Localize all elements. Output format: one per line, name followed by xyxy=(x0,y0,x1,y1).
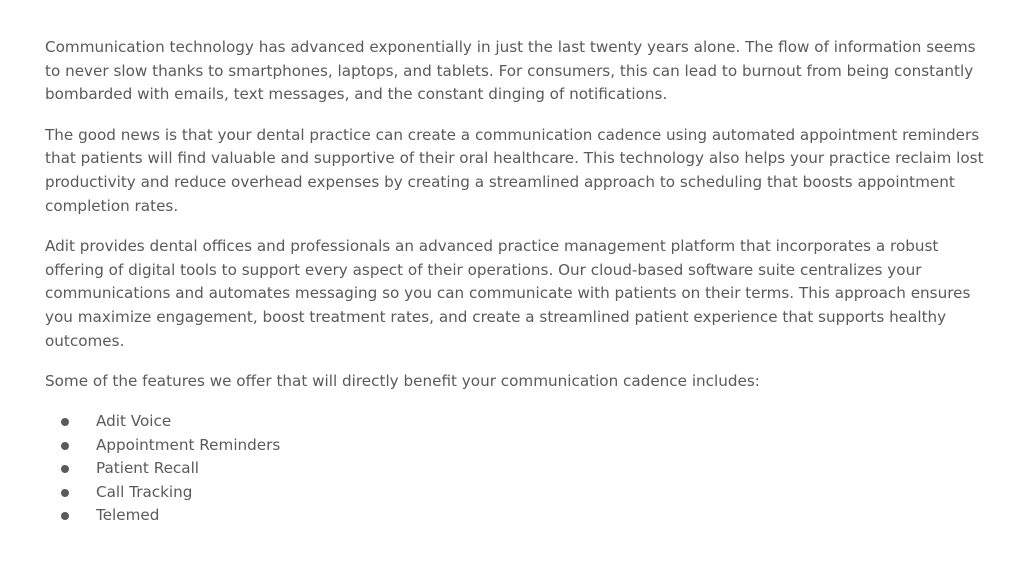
bullet-icon xyxy=(61,512,69,520)
paragraph-intro: Communication technology has advanced exponentially in just the last twenty years alone. The flow of information seems to never slow thanks to smartphones, laptops, and tablets. For consumers, this can lead to burnout from being constantly bombarded with emails, text messages, and the constant dinging of notifications. xyxy=(45,38,976,104)
feature-label: Adit Voice xyxy=(96,412,172,431)
bullet-icon xyxy=(61,418,69,426)
feature-label: Call Tracking xyxy=(96,482,193,501)
feature-label: Patient Recall xyxy=(96,459,200,478)
feature-label: Telemed xyxy=(96,506,160,525)
feature-label: Appointment Reminders xyxy=(96,435,281,454)
list-item xyxy=(45,457,985,481)
bullet-icon xyxy=(61,442,69,450)
paragraph-features-intro: Some of the features we offer that will directly benefit your communication cadence includes: xyxy=(45,371,760,390)
paragraph-adit-platform: Adit provides dental offices and professionals an advanced practice management platform that incorporates a robust offering of digital tools to support every aspect of their operations. Our cloud-based software suite centralizes your communications and automates messaging so you can communicate with patients on their terms. This approach ensures you maximize engagement, boost treatment rates, and create a streamlined patient experience that supports healthy outcomes. xyxy=(45,236,971,350)
list-item xyxy=(45,504,985,528)
list-item xyxy=(45,481,985,505)
bullet-icon xyxy=(61,465,69,473)
list-item xyxy=(45,434,985,458)
list-item xyxy=(45,410,985,434)
feature-list xyxy=(45,410,985,528)
document-body xyxy=(45,36,985,528)
bullet-icon xyxy=(61,489,69,497)
paragraph-good-news: The good news is that your dental practice can create a communication cadence using automated appointment reminders that patients will find valuable and supportive of their oral healthcare. This technology also helps your practice reclaim lost productivity and reduce overhead expenses by creating a streamlined approach to scheduling that boosts appointment completion rates. xyxy=(45,125,984,215)
